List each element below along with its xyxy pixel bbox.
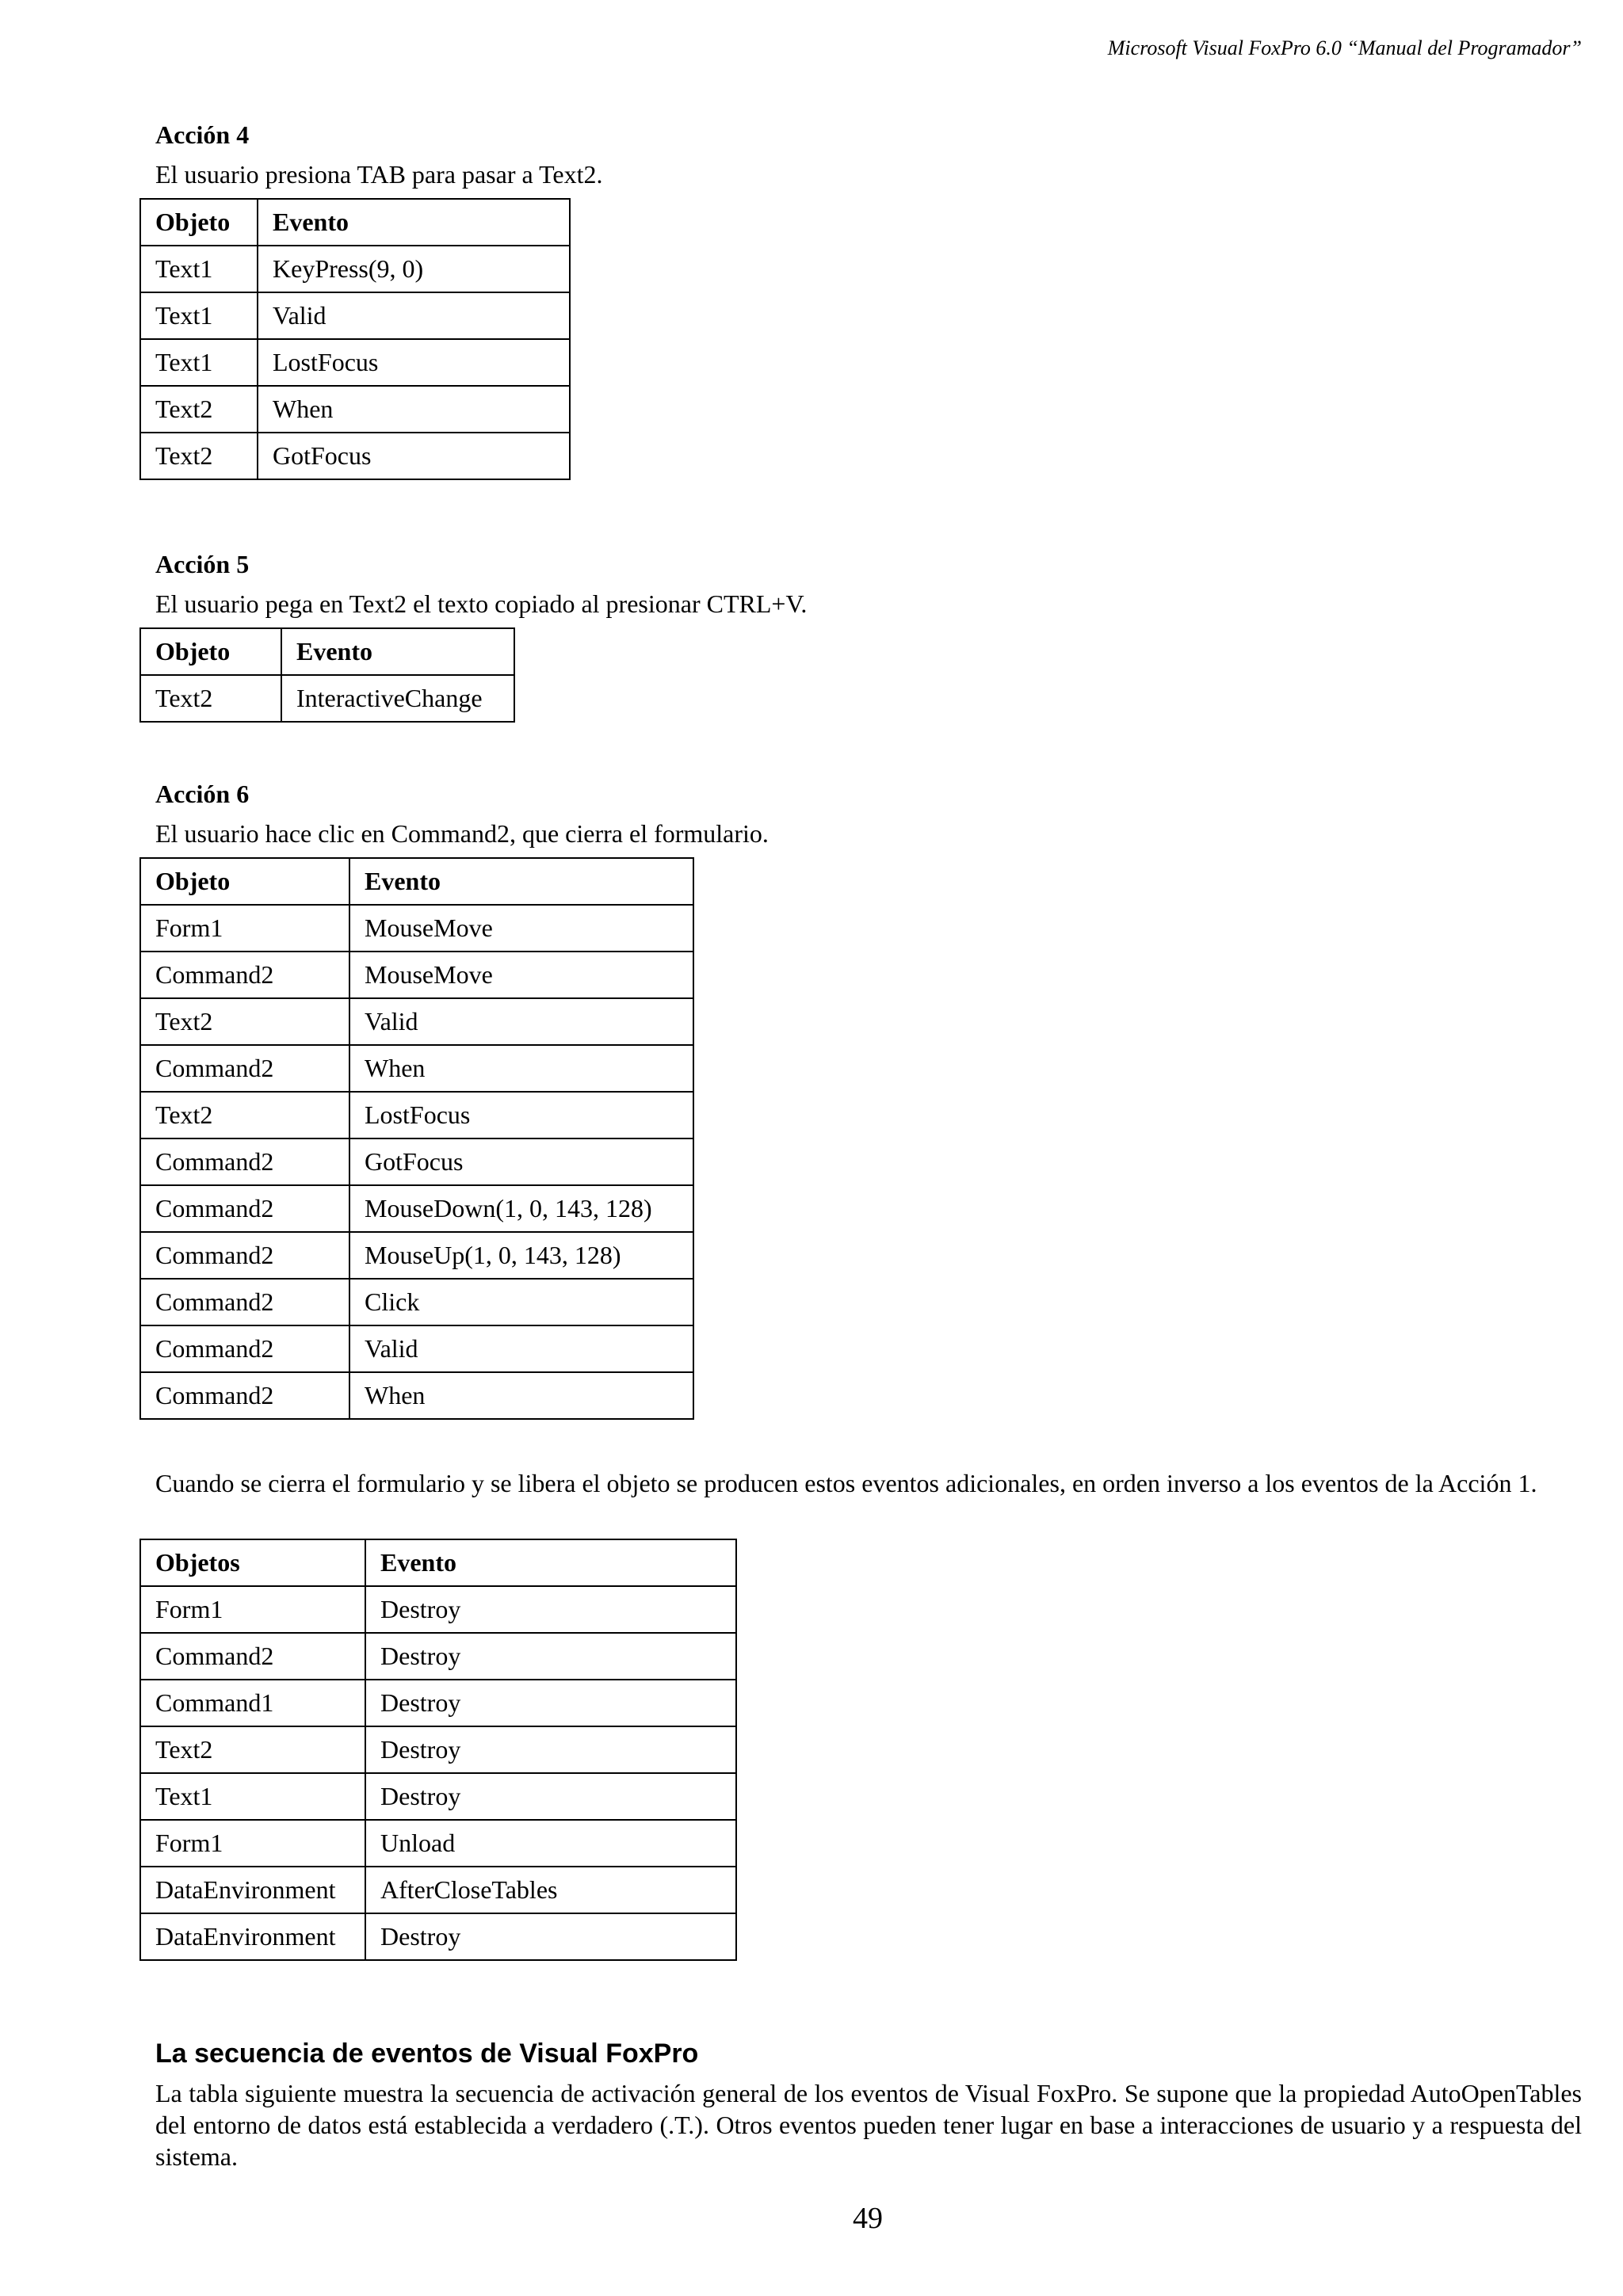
- column-header: Evento: [365, 1539, 736, 1586]
- accion5-heading: Acción 5: [155, 550, 250, 578]
- event-cell: MouseMove: [349, 905, 693, 952]
- table-row: [140, 1185, 693, 1232]
- table-row: [140, 1232, 693, 1279]
- object-cell: Form1: [140, 1586, 365, 1633]
- object-cell: Command2: [140, 1325, 349, 1372]
- table-row: [140, 905, 693, 952]
- running-header: Microsoft Visual FoxPro 6.0 “Manual del Programador”: [1107, 36, 1582, 59]
- object-cell: Command2: [140, 1633, 365, 1680]
- table-row: [140, 1045, 693, 1092]
- table-row: [140, 339, 570, 386]
- accion4-event-table: [139, 198, 571, 480]
- object-cell: Command2: [140, 1138, 349, 1185]
- event-cell: AfterCloseTables: [365, 1867, 736, 1913]
- object-cell: Command2: [140, 952, 349, 998]
- table-row: [140, 1680, 736, 1726]
- table-row: [140, 1279, 693, 1325]
- table-header-row: [140, 628, 514, 675]
- table-row: [140, 1726, 736, 1773]
- column-header: Evento: [281, 628, 514, 675]
- accion4-description: El usuario presiona TAB para pasar a Text2.: [155, 160, 603, 189]
- table-row: [140, 952, 693, 998]
- accion6-description: El usuario hace clic en Command2, que cierra el formulario.: [155, 819, 769, 848]
- event-cell: Valid: [258, 292, 570, 339]
- event-cell: Destroy: [365, 1680, 736, 1726]
- object-cell: Command2: [140, 1279, 349, 1325]
- accion6-event-table: [139, 857, 694, 1420]
- object-cell: Text2: [140, 998, 349, 1045]
- object-cell: Command2: [140, 1232, 349, 1279]
- object-cell: Text2: [140, 1092, 349, 1138]
- table-row: [140, 1586, 736, 1633]
- object-cell: Command1: [140, 1680, 365, 1726]
- table-row: [140, 1633, 736, 1680]
- table-row: [140, 1913, 736, 1960]
- event-cell: LostFocus: [349, 1092, 693, 1138]
- table-row: [140, 675, 514, 722]
- event-cell: KeyPress(9, 0): [258, 246, 570, 292]
- object-cell: Form1: [140, 905, 349, 952]
- table-row: [140, 1372, 693, 1419]
- closing-event-table: [139, 1539, 737, 1961]
- accion5-description: El usuario pega en Text2 el texto copiado al presionar CTRL+V.: [155, 589, 808, 618]
- table-row: [140, 386, 570, 433]
- event-cell: Destroy: [365, 1913, 736, 1960]
- event-cell: MouseUp(1, 0, 143, 128): [349, 1232, 693, 1279]
- sequence-section-paragraph: La tabla siguiente muestra la secuencia de activación general de los eventos de Visual FoxPro. Se supone que la propiedad AutoOpenTables del entorno de datos está establecida a verdadero (.T.). Otros eventos pueden tener lugar en base a interacciones de usuario y a respuesta del sistema.: [155, 2079, 1582, 2171]
- event-cell: InteractiveChange: [281, 675, 514, 722]
- event-cell: When: [349, 1045, 693, 1092]
- object-cell: DataEnvironment: [140, 1867, 365, 1913]
- event-cell: Destroy: [365, 1773, 736, 1820]
- table-header-row: [140, 199, 570, 246]
- column-header: Objeto: [140, 858, 349, 905]
- table-row: [140, 1138, 693, 1185]
- table-row: [140, 1867, 736, 1913]
- object-cell: Text2: [140, 675, 281, 722]
- event-cell: Valid: [349, 998, 693, 1045]
- object-cell: DataEnvironment: [140, 1913, 365, 1960]
- accion4-heading: Acción 4: [155, 120, 250, 149]
- object-cell: Text1: [140, 246, 258, 292]
- object-cell: Text2: [140, 1726, 365, 1773]
- event-cell: Destroy: [365, 1726, 736, 1773]
- event-cell: Destroy: [365, 1586, 736, 1633]
- object-cell: Text1: [140, 1773, 365, 1820]
- event-cell: GotFocus: [349, 1138, 693, 1185]
- event-cell: LostFocus: [258, 339, 570, 386]
- column-header: Evento: [258, 199, 570, 246]
- object-cell: Text1: [140, 339, 258, 386]
- page-number: 49: [853, 2202, 883, 2235]
- event-cell: Click: [349, 1279, 693, 1325]
- object-cell: Command2: [140, 1045, 349, 1092]
- event-cell: GotFocus: [258, 433, 570, 479]
- object-cell: Text2: [140, 386, 258, 433]
- table-row: [140, 1820, 736, 1867]
- event-cell: When: [258, 386, 570, 433]
- object-cell: Command2: [140, 1372, 349, 1419]
- column-header: Evento: [349, 858, 693, 905]
- table-row: [140, 1325, 693, 1372]
- event-cell: Unload: [365, 1820, 736, 1867]
- object-cell: Text2: [140, 433, 258, 479]
- event-cell: Destroy: [365, 1633, 736, 1680]
- table-row: [140, 292, 570, 339]
- sequence-section-heading: La secuencia de eventos de Visual FoxPro: [155, 2039, 699, 2069]
- column-header: Objeto: [140, 199, 258, 246]
- table-row: [140, 1773, 736, 1820]
- event-cell: MouseMove: [349, 952, 693, 998]
- event-cell: When: [349, 1372, 693, 1419]
- event-cell: Valid: [349, 1325, 693, 1372]
- column-header: Objeto: [140, 628, 281, 675]
- closing-paragraph: Cuando se cierra el formulario y se libera el objeto se producen estos eventos adicionales, en orden inverso a los eventos de la Acción 1.: [155, 1469, 1537, 1497]
- table-row: [140, 246, 570, 292]
- table-row: [140, 998, 693, 1045]
- table-row: [140, 1092, 693, 1138]
- accion5-event-table: [139, 627, 515, 723]
- table-header-row: [140, 1539, 736, 1586]
- event-cell: MouseDown(1, 0, 143, 128): [349, 1185, 693, 1232]
- object-cell: Form1: [140, 1820, 365, 1867]
- accion6-heading: Acción 6: [155, 780, 250, 808]
- object-cell: Command2: [140, 1185, 349, 1232]
- table-row: [140, 433, 570, 479]
- column-header: Objetos: [140, 1539, 365, 1586]
- table-header-row: [140, 858, 693, 905]
- object-cell: Text1: [140, 292, 258, 339]
